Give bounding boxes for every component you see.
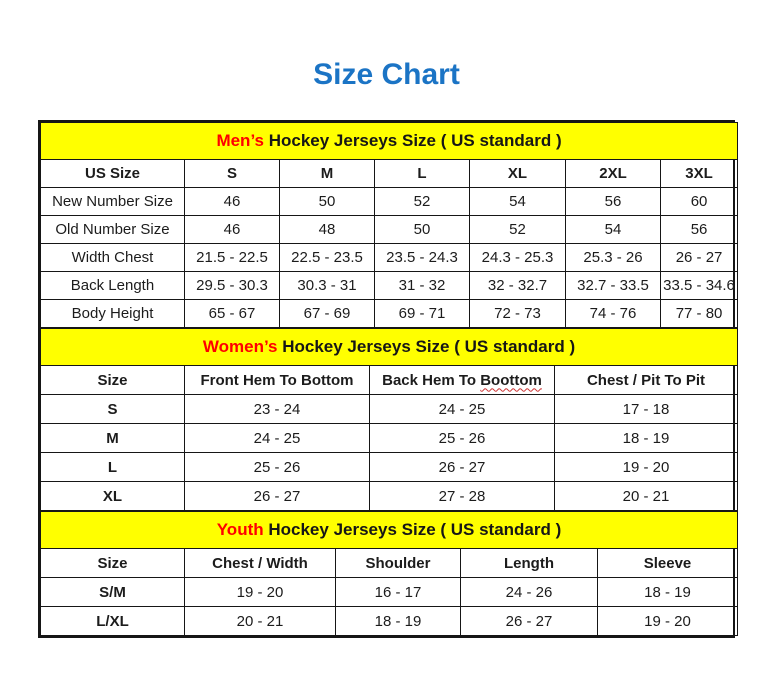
size-value-cell: 25.3 - 26 [566,244,661,272]
row-label: Width Chest [41,244,185,272]
size-value-cell: 52 [375,188,470,216]
table-row [41,482,738,511]
row-label: M [41,424,185,453]
size-value-cell: 16 - 17 [336,578,461,607]
youth-header-4: Sleeve [598,549,738,578]
mens-header-2: M [280,160,375,188]
table-row [41,300,738,328]
size-value-cell: 17 - 18 [555,395,738,424]
size-value-cell: 18 - 19 [336,607,461,636]
size-value-cell: 77 - 80 [661,300,738,328]
size-value-cell: 24 - 25 [370,395,555,424]
youth-header-1: Chest / Width [185,549,336,578]
youth-header-0: Size [41,549,185,578]
size-value-cell: 23 - 24 [185,395,370,424]
size-value-cell: 19 - 20 [185,578,336,607]
mens-header-0: US Size [41,160,185,188]
row-label: Back Length [41,272,185,300]
youth-banner [41,512,738,549]
mens-banner-text: Hockey Jerseys Size ( US standard ) [263,131,562,150]
table-row [41,453,738,482]
row-label: Body Height [41,300,185,328]
womens-header-3: Chest / Pit To Pit [555,366,738,395]
size-value-cell: 56 [566,188,661,216]
size-value-cell: 60 [661,188,738,216]
size-value-cell: 18 - 19 [555,424,738,453]
table-row [41,272,738,300]
size-value-cell: 20 - 21 [185,607,336,636]
mens-header-1: S [185,160,280,188]
size-value-cell: 32.7 - 33.5 [566,272,661,300]
mens-header-4: XL [470,160,566,188]
youth-banner-text: Hockey Jerseys Size ( US standard ) [263,520,562,539]
table-row [41,607,738,636]
size-value-cell: 22.5 - 23.5 [280,244,375,272]
size-value-cell: 54 [566,216,661,244]
size-value-cell: 65 - 67 [185,300,280,328]
table-row [41,216,738,244]
size-value-cell: 69 - 71 [375,300,470,328]
mens-header-6: 3XL [661,160,738,188]
row-label: S [41,395,185,424]
size-value-cell: 26 - 27 [661,244,738,272]
row-label: New Number Size [41,188,185,216]
size-value-cell: 21.5 - 22.5 [185,244,280,272]
youth-size-table [40,511,738,636]
womens-header-2-text: Back Hem To [382,371,481,389]
size-value-cell: 27 - 28 [370,482,555,511]
mens-banner-accent: Men’s [216,131,264,150]
size-value-cell: 29.5 - 30.3 [185,272,280,300]
mens-banner-row [41,123,738,160]
size-value-cell: 46 [185,188,280,216]
page-title: Size Chart [313,58,460,91]
size-value-cell: 32 - 32.7 [470,272,566,300]
size-chart-sheet [38,58,735,638]
size-value-cell: 31 - 32 [375,272,470,300]
mens-header-5: 2XL [566,160,661,188]
size-value-cell: 26 - 27 [185,482,370,511]
size-value-cell: 74 - 76 [566,300,661,328]
row-label: L/XL [41,607,185,636]
womens-header-2 [370,366,555,395]
womens-header-1: Front Hem To Bottom [185,366,370,395]
row-label: XL [41,482,185,511]
misspelled-word-squiggle: Boottom [480,371,542,389]
size-value-cell: 20 - 21 [555,482,738,511]
size-value-cell: 19 - 20 [598,607,738,636]
table-row [41,188,738,216]
size-value-cell: 24.3 - 25.3 [470,244,566,272]
table-row [41,578,738,607]
size-value-cell: 72 - 73 [470,300,566,328]
mens-banner [41,123,738,160]
mens-size-table [40,122,738,328]
size-value-cell: 56 [661,216,738,244]
size-value-cell: 25 - 26 [185,453,370,482]
youth-banner-accent: Youth [216,520,264,539]
size-value-cell: 50 [375,216,470,244]
row-label: S/M [41,578,185,607]
mens-header-row [41,160,738,188]
womens-banner [41,329,738,366]
row-label: L [41,453,185,482]
size-value-cell: 52 [470,216,566,244]
womens-size-table [40,328,738,511]
mens-header-3: L [375,160,470,188]
womens-banner-text: Hockey Jerseys Size ( US standard ) [277,337,576,356]
size-value-cell: 24 - 26 [461,578,598,607]
youth-header-2: Shoulder [336,549,461,578]
size-value-cell: 33.5 - 34.6 [661,272,738,300]
size-tables-container [38,120,735,638]
row-label: Old Number Size [41,216,185,244]
table-row [41,424,738,453]
womens-header-0: Size [41,366,185,395]
womens-banner-accent: Women’s [202,337,278,356]
womens-header-row [41,366,738,395]
youth-header-row [41,549,738,578]
size-value-cell: 46 [185,216,280,244]
size-value-cell: 48 [280,216,375,244]
size-value-cell: 18 - 19 [598,578,738,607]
size-value-cell: 54 [470,188,566,216]
size-value-cell: 50 [280,188,375,216]
size-value-cell: 30.3 - 31 [280,272,375,300]
youth-banner-row [41,512,738,549]
size-value-cell: 67 - 69 [280,300,375,328]
table-row [41,244,738,272]
size-value-cell: 26 - 27 [461,607,598,636]
table-row [41,395,738,424]
size-value-cell: 23.5 - 24.3 [375,244,470,272]
size-value-cell: 24 - 25 [185,424,370,453]
size-value-cell: 26 - 27 [370,453,555,482]
size-value-cell: 19 - 20 [555,453,738,482]
size-value-cell: 25 - 26 [370,424,555,453]
womens-banner-row [41,329,738,366]
youth-header-3: Length [461,549,598,578]
